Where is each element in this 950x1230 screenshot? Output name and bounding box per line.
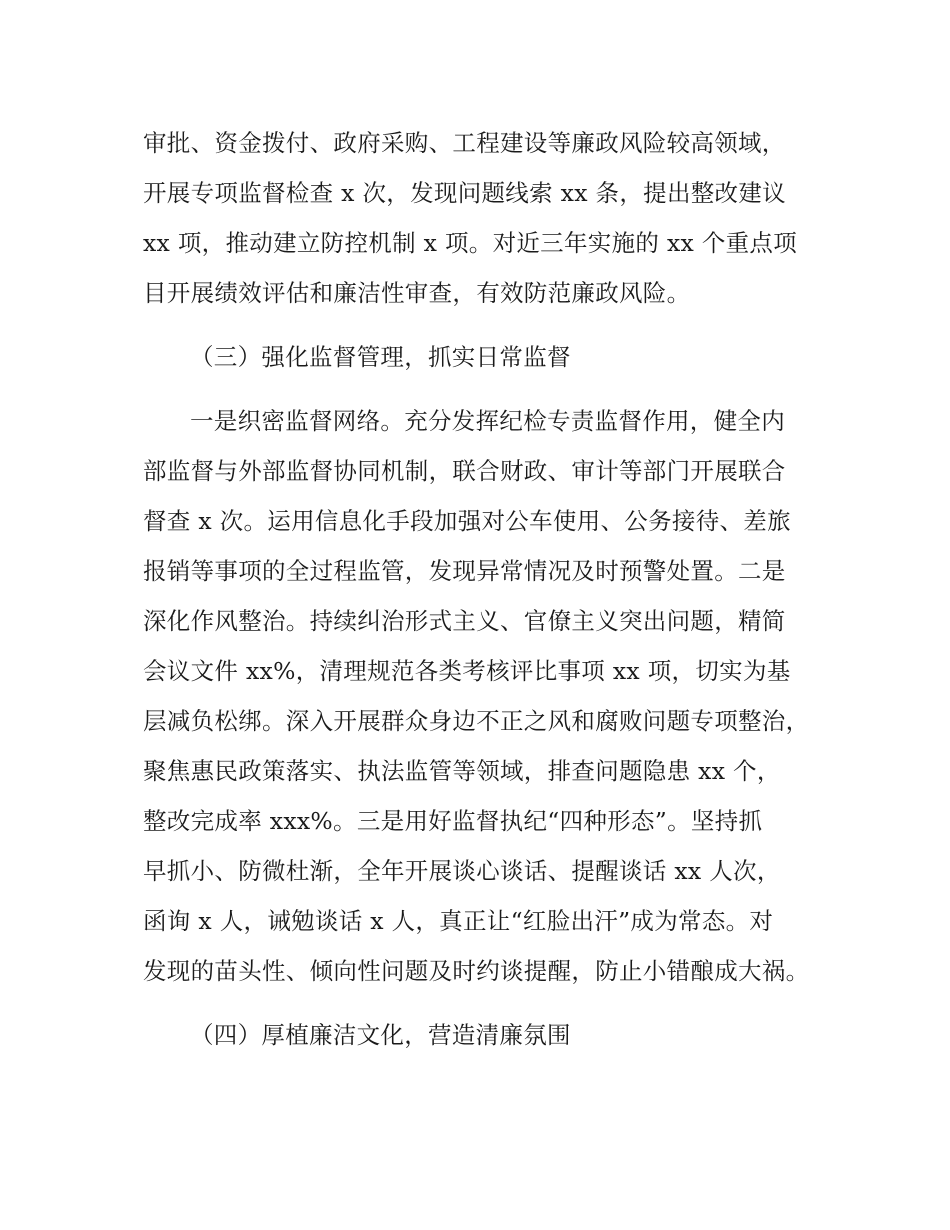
paragraph-2-line-11: 函询 x 人，诫勉谈话 x 人，真正让“红脸出汗”成为常态。对 <box>143 907 774 935</box>
section-heading-4: （四）厚植廉洁文化，营造清廉氛围 <box>190 1021 571 1049</box>
paragraph-1-line-3: xx 项，推动建立防控机制 x 项。对近三年实施的 xx 个重点项 <box>143 229 798 257</box>
paragraph-2-line-2: 部监督与外部监督协同机制，联合财政、审计等部门开展联合 <box>143 457 786 485</box>
paragraph-1-line-2: 开展专项监督检查 x 次，发现问题线索 xx 条，提出整改建议 <box>143 179 786 207</box>
paragraph-1-line-4: 目开展绩效评估和廉洁性审查，有效防范廉政风险。 <box>143 279 691 307</box>
paragraph-2-line-6: 会议文件 xx%，清理规范各类考核评比事项 xx 项，切实为基 <box>143 657 791 685</box>
paragraph-2-line-12: 发现的苗头性、倾向性问题及时约谈提醒，防止小错酿成大祸。 <box>143 957 810 985</box>
paragraph-1-line-1: 审批、资金拨付、政府采购、工程建设等廉政风险较高领域， <box>143 129 786 157</box>
paragraph-2-line-5: 深化作风整治。持续纠治形式主义、官僚主义突出问题，精简 <box>143 607 786 635</box>
paragraph-2-line-1: 一是织密监督网络。充分发挥纪检专责监督作用，健全内 <box>190 407 785 435</box>
paragraph-2-line-4: 报销等事项的全过程监管，发现异常情况及时预警处置。二是 <box>143 557 786 585</box>
paragraph-2-line-10: 早抓小、防微杜渐，全年开展谈心谈话、提醒谈话 xx 人次， <box>143 857 781 885</box>
paragraph-2-line-3: 督查 x 次。运用信息化手段加强对公车使用、公务接待、差旅 <box>143 507 791 535</box>
section-heading-3: （三）强化监督管理，抓实日常监督 <box>190 343 571 371</box>
paragraph-2-line-9: 整改完成率 xxx%。三是用好监督执纪“四种形态”。坚持抓 <box>143 807 763 835</box>
paragraph-2-line-7: 层减负松绑。深入开展群众身边不正之风和腐败问题专项整治， <box>143 707 810 735</box>
paragraph-2-line-8: 聚焦惠民政策落实、执法监管等领域，排查问题隐患 xx 个， <box>143 757 781 785</box>
